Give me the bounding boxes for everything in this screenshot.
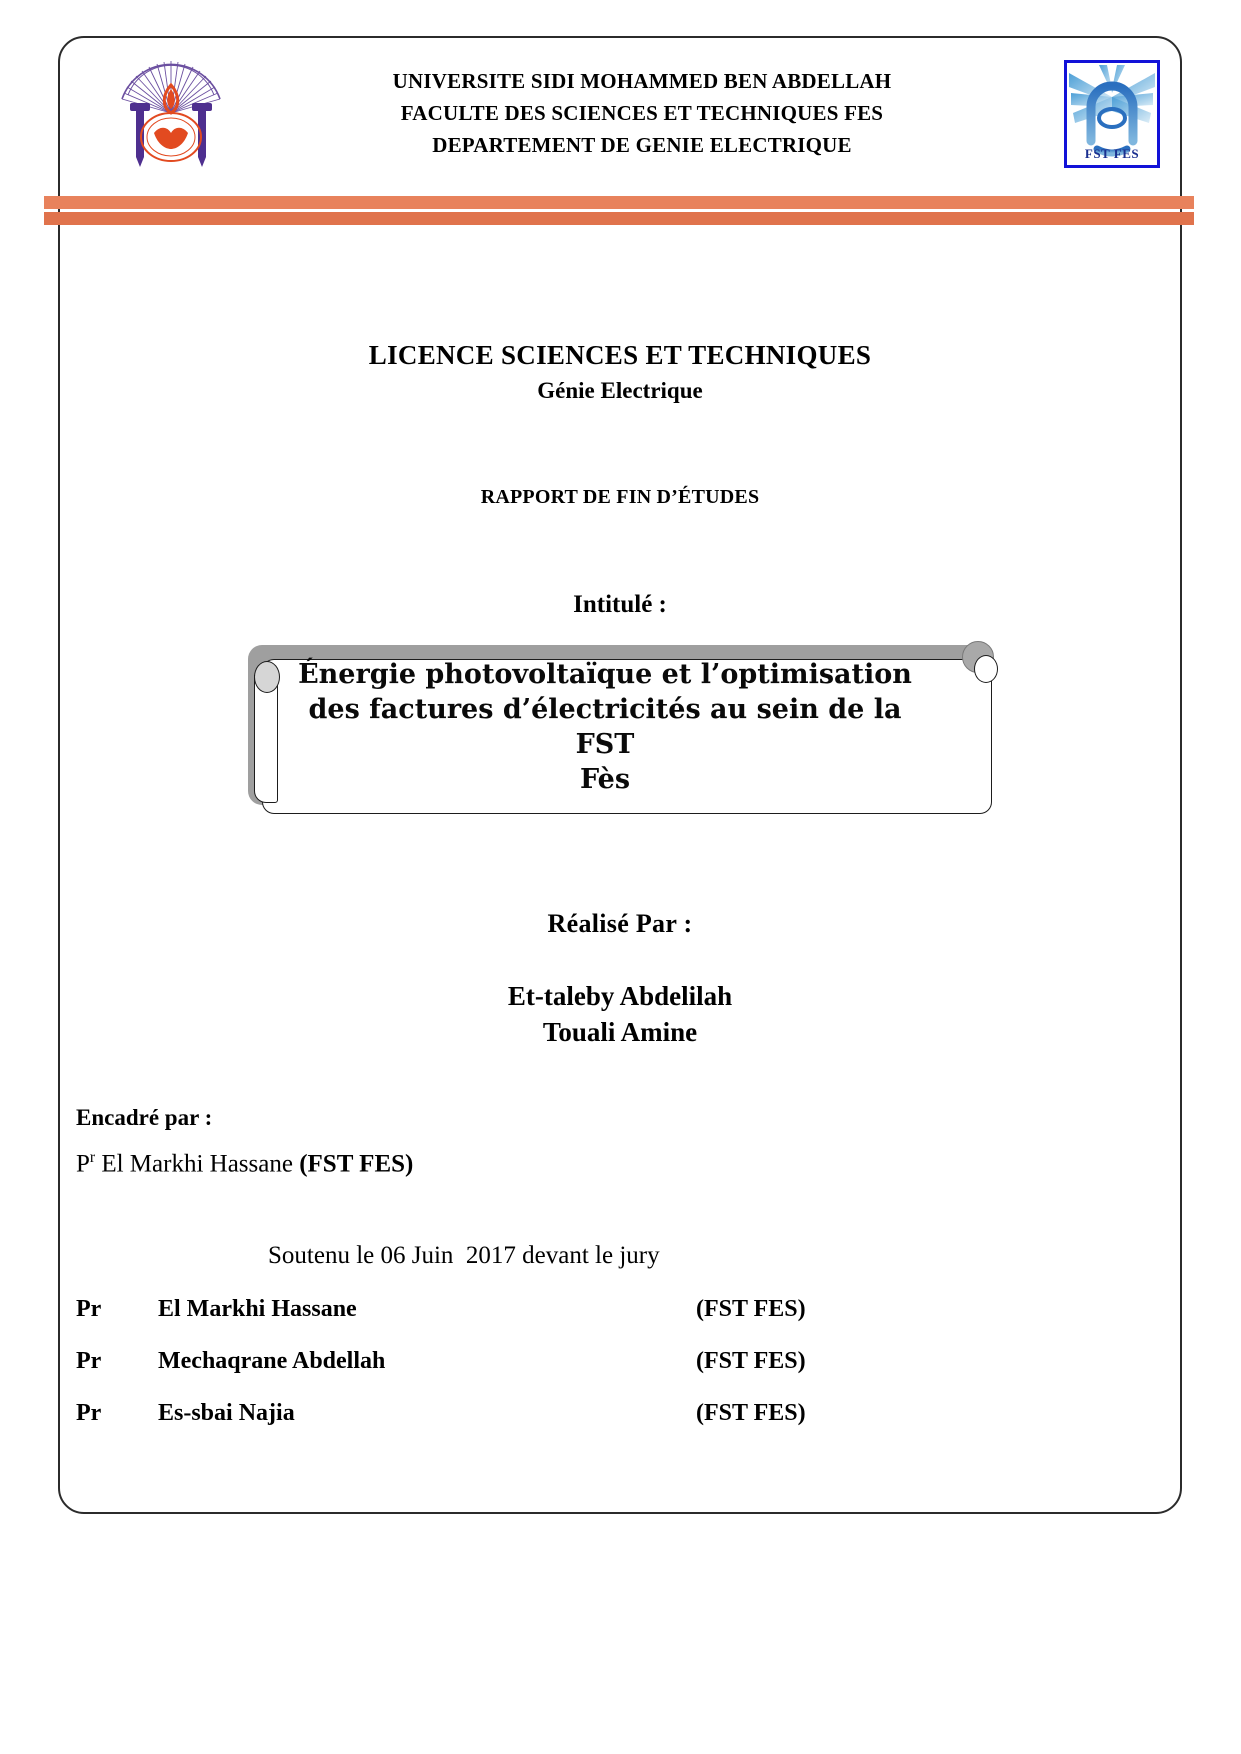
realise-par-label: Réalisé Par : xyxy=(547,909,693,938)
author-name-2: Touali Amine xyxy=(542,1016,698,1047)
jury-title: Pr xyxy=(76,1296,102,1323)
defense-date-line: Soutenu le 06 Juin 2017 devant le jury xyxy=(268,1242,660,1270)
jury-affiliation: (FST FES) xyxy=(696,1348,806,1375)
thesis-title-line-1: Énergie photovoltaïque et l’optimisation xyxy=(298,659,912,690)
supervisor-affiliation: (FST FES) xyxy=(299,1150,414,1178)
jury-member-name: Mechaqrane Abdellah xyxy=(158,1348,386,1375)
fst-fes-logo-icon xyxy=(1064,60,1160,168)
report-type-label: RAPPORT DE FIN D’ÉTUDES xyxy=(480,486,760,508)
header-line-faculty: FACULTE DES SCIENCES ET TECHNIQUES FES xyxy=(400,101,884,126)
usmba-emblem-icon xyxy=(112,55,230,173)
intitule-label: Intitulé : xyxy=(573,591,667,618)
banner-left-curl-tail xyxy=(254,675,278,803)
jury-member-name: El Markhi Hassane xyxy=(158,1296,357,1323)
header-line-university: UNIVERSITE SIDI MOHAMMED BEN ABDELLAH xyxy=(392,69,892,94)
jury-affiliation: (FST FES) xyxy=(696,1296,806,1323)
thesis-title-line-3: Fès xyxy=(579,764,631,796)
author-name-1: Et-taleby Abdelilah xyxy=(507,981,733,1011)
supervisor-title-prefix: P xyxy=(76,1150,90,1178)
degree-title: LICENCE SCIENCES ET TECHNIQUES xyxy=(368,340,872,370)
jury-member-name: Es-sbai Najia xyxy=(158,1400,295,1427)
jury-title: Pr xyxy=(76,1400,102,1427)
accent-bar-top xyxy=(44,196,1194,209)
jury-row xyxy=(76,1348,866,1375)
encadre-par-label: Encadré par : xyxy=(76,1104,213,1130)
banner-right-curl-inner xyxy=(974,655,998,683)
header-line-department: DEPARTEMENT DE GENIE ELECTRIQUE xyxy=(432,132,852,157)
jury-title: Pr xyxy=(76,1348,102,1375)
fst-fes-logo-label: FST FES xyxy=(1084,146,1140,161)
jury-list xyxy=(76,1296,866,1427)
supervisor-line xyxy=(76,1149,1180,1178)
accent-bar-bottom xyxy=(44,212,1194,225)
supervisor-title-superscript: r xyxy=(89,1148,96,1166)
thesis-title-line-2: des factures d’électricités au sein de la FST xyxy=(308,694,902,761)
thesis-title xyxy=(290,657,920,797)
title-scroll-banner xyxy=(240,641,1000,821)
jury-row xyxy=(76,1296,866,1323)
jury-affiliation: (FST FES) xyxy=(696,1400,806,1427)
jury-row xyxy=(76,1400,866,1427)
authors-block xyxy=(60,979,1180,1051)
banner-left-curl-knob xyxy=(254,661,280,693)
supervisor-name: El Markhi Hassane xyxy=(95,1150,300,1178)
cover-content xyxy=(60,232,1180,1452)
svg-text:.....: ..... xyxy=(167,157,175,163)
header-title-block xyxy=(220,66,1064,162)
document-header xyxy=(60,38,1180,190)
degree-subtitle: Génie Electrique xyxy=(537,378,703,403)
